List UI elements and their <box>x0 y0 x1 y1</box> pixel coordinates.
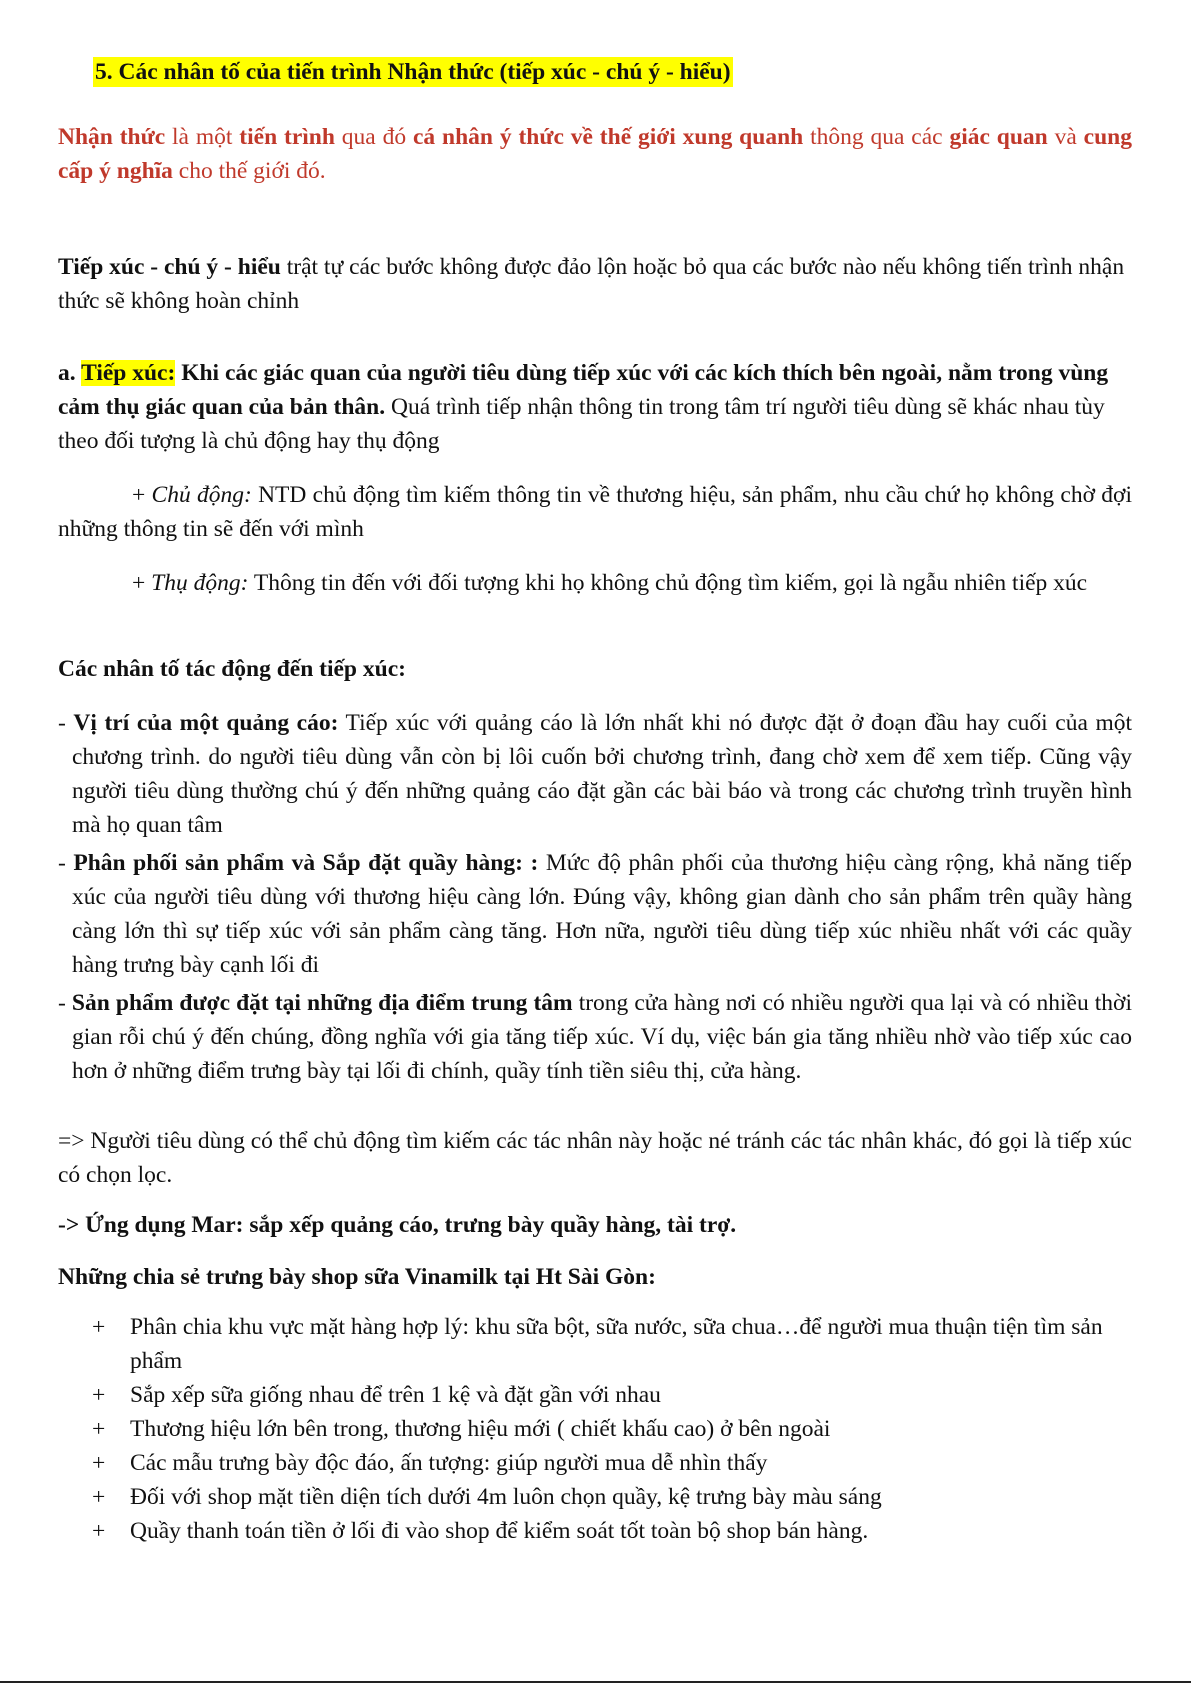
list-item: + Quầy thanh toán tiền ở lối đi vào shop để kiểm soát tốt toàn bộ shop bán hàng. <box>92 1514 1132 1548</box>
factor-item: - Sản phẩm được đặt tại những địa điểm trung tâm trong cửa hàng nơi có nhiều người qua lại và có nhiều thời gian rỗi chú ý đến chúng, đồng nghĩa với gia tăng tiếp xúc. Ví dụ, việc bán gia tăng nhiều nhờ vào tiếp xúc cao hơn ở những điểm trưng bày tại lối đi chính, quầy tính tiền siêu thị, cửa hàng. <box>58 990 1133 1084</box>
conclusion-paragraph: => Người tiêu dùng có thể chủ động tìm kiếm các tác nhân này hoặc né tránh các tác nhân khác, đó gọi là tiếp xúc có chọn lọc. <box>58 1128 1132 1188</box>
factor-item: - Phân phối sản phẩm và Sắp đặt quầy hàng: : Mức độ phân phối của thương hiệu càng rộng, khả năng tiếp xúc của người tiêu dùng với thương hiệu càng lớn. Đúng vậy, không gian dành cho sản phẩm trên quầy hàng càng lớn thì sự tiếp xúc với sản phẩm càng tăng. Hơn nữa, người tiêu dùng tiếp xúc nhiều nhất với các quầy hàng trưng bày cạnh lối đi <box>58 850 1133 978</box>
plus-bullet-icon: + <box>92 1314 106 1340</box>
section-title-text: 5. Các nhân tố của tiến trình Nhận thức (tiếp xúc - chú ý - hiểu) <box>95 59 731 85</box>
order-paragraph: Tiếp xúc - chú ý - hiểu trật tự các bước không được đảo lộn hoặc bỏ qua các bước nào nếu không tiến trình nhận thức sẽ không hoàn chỉnh <box>58 254 1125 314</box>
section-a-heading: Tiếp xúc: <box>81 360 176 386</box>
active-paragraph: + Chủ động: NTD chủ động tìm kiếm thông tin về thương hiệu, sản phẩm, nhu cầu chứ họ không chờ đợi những thông tin sẽ đến với mình <box>58 482 1133 542</box>
section-a-paragraph: a. Tiếp xúc: Khi các giác quan của người tiêu dùng tiếp xúc với các kích thích bên ngoài, nằm trong vùng cảm thụ giác quan của bản thân. Quá trình tiếp nhận thông tin trong tâm trí người tiêu dùng sẽ khác nhau tùy theo đối tượng là chủ động hay thụ động <box>58 360 1109 454</box>
list-item: + Thương hiệu lớn bên trong, thương hiệu mới ( chiết khấu cao) ở bên ngoài <box>92 1412 1132 1446</box>
plus-bullet-icon: + <box>92 1416 106 1442</box>
share-heading: Những chia sẻ trưng bày shop sữa Vinamilk tại Ht Sài Gòn: <box>58 1264 656 1290</box>
plus-bullet-icon: + <box>92 1382 106 1408</box>
page-bottom-divider <box>0 1681 1191 1683</box>
list-item: + Sắp xếp sữa giống nhau để trên 1 kệ và đặt gần với nhau <box>92 1378 1132 1412</box>
factors-heading: Các nhân tố tác động đến tiếp xúc: <box>58 656 406 682</box>
application-line: -> Ứng dụng Mar: sắp xếp quảng cáo, trưng bày quầy hàng, tài trợ. <box>58 1212 737 1238</box>
plus-bullet-icon: + <box>92 1518 106 1544</box>
vinamilk-bullet-list <box>92 1310 1132 1548</box>
list-item: + Các mẫu trưng bày độc đáo, ấn tượng: giúp người mua dễ nhìn thấy <box>92 1446 1132 1480</box>
passive-paragraph: + Thụ động: Thông tin đến với đối tượng khi họ không chủ động tìm kiếm, gọi là ngẫu nhiên tiếp xúc <box>132 570 1088 596</box>
list-item: + Đối với shop mặt tiền diện tích dưới 4m luôn chọn quầy, kệ trưng bày màu sáng <box>92 1480 1132 1514</box>
plus-bullet-icon: + <box>92 1450 106 1476</box>
plus-bullet-icon: + <box>92 1484 106 1510</box>
definition-paragraph: Nhận thức là một tiến trình qua đó cá nhân ý thức về thế giới xung quanh thông qua các giác quan và cung cấp ý nghĩa cho thế giới đó. <box>58 124 1132 184</box>
section-title <box>93 56 733 88</box>
factor-item: - Vị trí của một quảng cáo: Tiếp xúc với quảng cáo là lớn nhất khi nó được đặt ở đoạn đầu hay cuối của một chương trình. do người tiêu dùng vẫn còn bị lôi cuốn bởi chương trình, đang chờ xem để xem tiếp. Cũng vậy người tiêu dùng thường chú ý đến những quảng cáo đặt gần các bài báo và trong các chương trình truyền hình mà họ quan tâm <box>58 710 1133 838</box>
list-item: + Phân chia khu vực mặt hàng hợp lý: khu sữa bột, sữa nước, sữa chua…để người mua thuận tiện tìm sản phẩm <box>92 1310 1132 1378</box>
